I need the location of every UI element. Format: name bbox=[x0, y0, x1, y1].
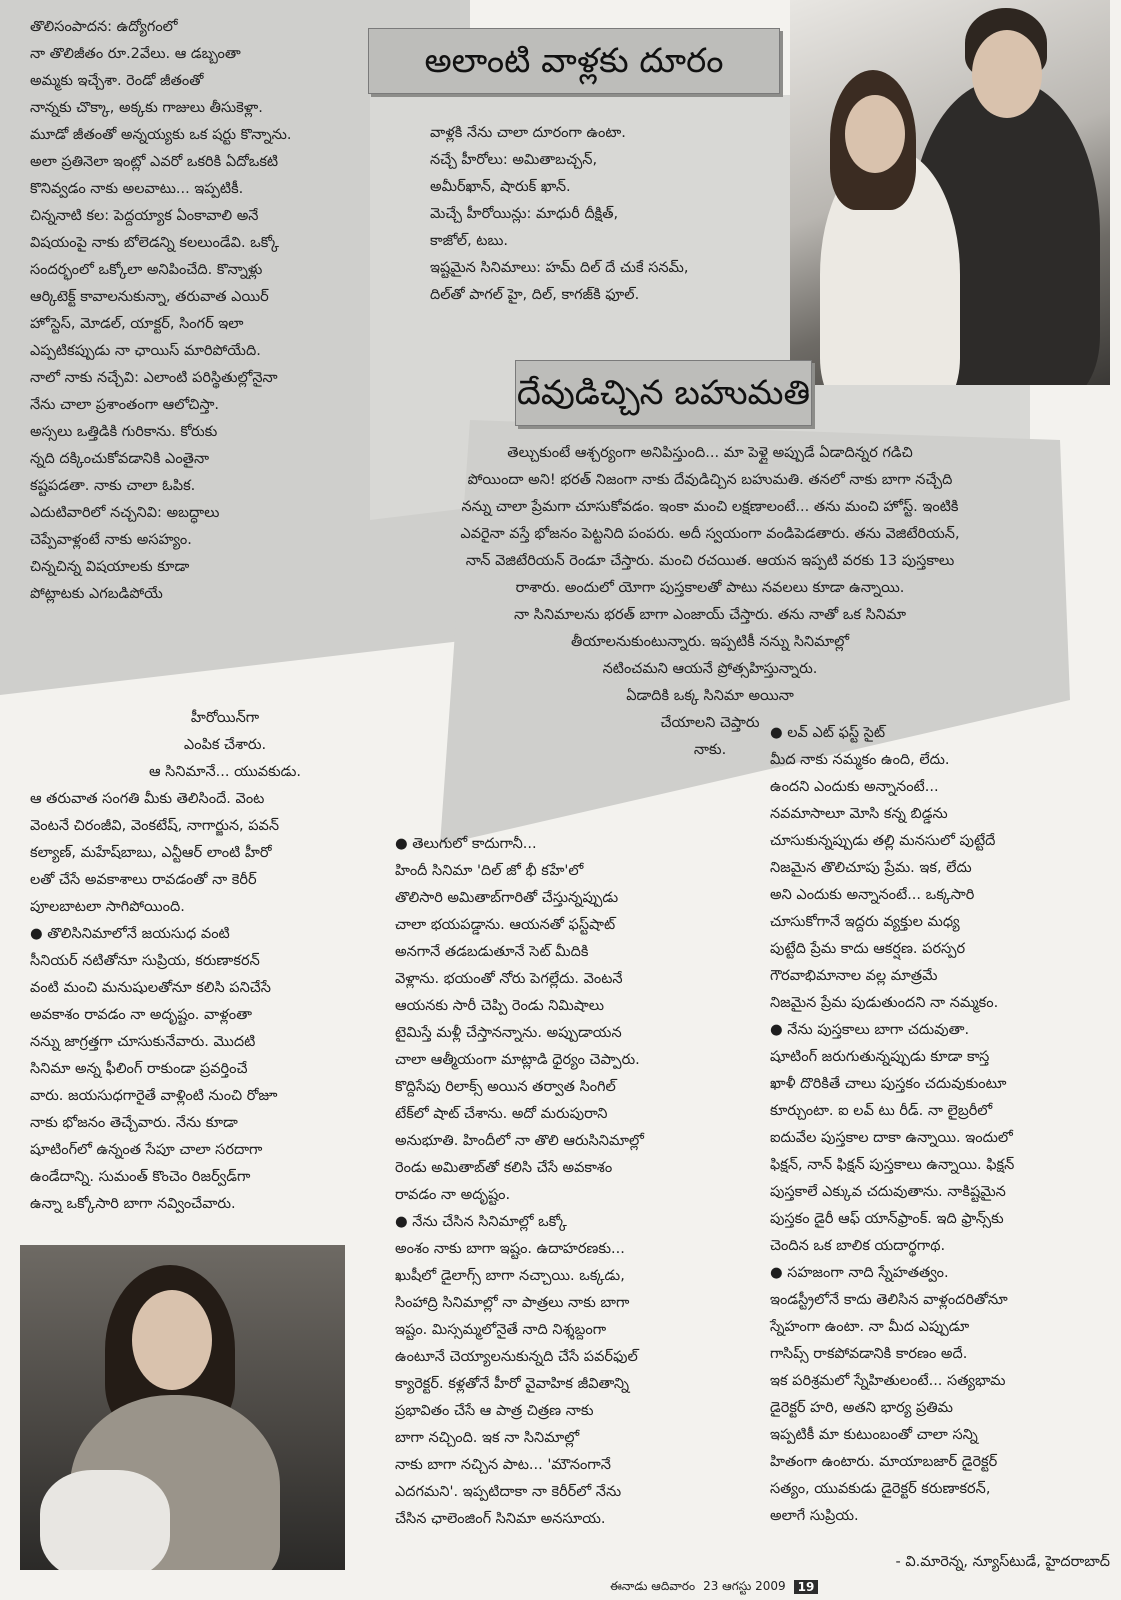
heading-gift bbox=[515, 360, 812, 426]
heroine-lead: హీరోయిన్‌గా ఎంపిక చేశారు. ఆ సినిమానే... యువకుడు. bbox=[148, 710, 302, 780]
footer-publication: ఈనాడు ఆదివారం bbox=[610, 1578, 696, 1593]
actress-face bbox=[132, 1290, 212, 1390]
gift-section: తెల్చుకుంటే ఆశ్చర్యంగా అనిపిస్తుంది... మా పెళ్లై అప్పుడే ఏడాదిన్నర గడిచి పోయిందా అని! భరత్ నిజంగా నాకు దేవుడిచ్చిన బహుమతి. తనలో నాకు బాగా నచ్చేది నన్ను చాలా ప్రేమగా చూసుకోవడం. ఇంకా మంచి లక్షణాలంటే... తను మంచి హోస్ట్. ఇంటికి ఎవరైనా వస్తే భోజనం పెట్టనిది పంపరు. అదీ స్వయంగా వండిపెడతారు. తను వెజిటేరియన్, నాన్ వెజిటేరియన్ రెండూ చేస్తారు. మంచి రచయిత. ఆయన ఇప్పటి వరకు 13 పుస్తకాలు రాశారు. అందులో యోగా పుస్తకాలతో పాటు నవలలు కూడా ఉన్నాయి. నా సినిమాలను భరత్ బాగా ఎంజాయ్ చేస్తారు. తను నాతో ఒక సినిమా తీయాలనుకుంటున్నారు. ఇప్పటికీ నన్ను సినిమాల్లో నటించమని ఆయనే ప్రోత్సహిస్తున్నారు. ఏడాదికి ఒక్క సినిమా అయినా చేయాలని చెప్తారు నాకు. bbox=[460, 445, 960, 758]
couple-photo bbox=[790, 0, 1110, 385]
white-toy bbox=[40, 1470, 170, 1570]
beliefs-section: ● లవ్ ఎట్ ఫస్ట్ సైట్ మీద నాకు నమ్మకం ఉంది, లేదు. ఉందని ఎందుకు అన్నానంటే... నవమాసాలూ మోసి కన్న బిడ్డను చూసుకున్నప్పుడు తల్లి మనసులో పుట్టేదే నిజమైన తొలిచూపు ప్రేమ. ఇక, లేదు అని ఎందుకు అన్నానంటే... ఒక్కసారి చూసుకోగానే ఇద్దరు వ్యక్తుల మధ్య పుట్టేది ప్రేమ కాదు ఆకర్షణ. పరస్పర గౌరవాభిమానాల వల్ల మాత్రమే నిజమైన ప్రేమ పుడుతుందని నా నమ్మకం. ● నేను పుస్తకాలు బాగా చదువుతా. షూటింగ్ జరుగుతున్నప్పుడు కూడా కాస్త ఖాళీ దొరికితే చాలు పుస్తకం చదువుకుంటూ కూర్చుంటా. ఐ లవ్ టు రీడ్. నా లైబ్రరీలో ఐదువేల పుస్తకాల దాకా ఉన్నాయి. ఇందులో ఫిక్షన్, నాన్ ఫిక్షన్ పుస్తకాలు ఉన్నాయి. ఫిక్షన్ పుస్తకాలే ఎక్కువ చదువుతాను. నాకిష్టమైన పుస్తకం డైరీ ఆఫ్ యాన్‌ఫ్రాంక్. ఇది ఫ్రాన్స్‌కు చెందిన ఒక బాలిక యదార్థగాథ. ● సహజంగా నాది స్నేహతత్వం. ఇండస్ట్రీలోనే కాదు తెలిసిన వాళ్లందరితోనూ స్నేహంగా ఉంటా. నా మీద ఎప్పుడూ గాసిప్స్ రాకపోవడానికి కారణం అదే. ఇక పరిశ్రమలో స్నేహితులంటే... సత్యభామ డైరెక్టర్ హరి, అతని భార్య ప్రతిమ ఇప్పటికీ మా కుటుంబంతో చాలా సన్ని హితంగా ఉంటారు. మాయాబజార్ డైరెక్టర్ సత్యం, యువకుడు డైరెక్టర్ కరుణాకరన్, అలాగే సుప్రియ. bbox=[770, 725, 1015, 1524]
career-section: ఆ తరువాత సంగతి మీకు తెలిసిందే. వెంట వెంటనే చిరంజీవి, వెంకటేష్, నాగార్జున, పవన్ కల్యాణ్, మహేష్‌బాబు, ఎన్టీఆర్ లాంటి హీరో లతో చేసే అవకాశాలు రావడంతో నా కెరీర్ పూలబాటలా సాగిపోయింది. ● తొలిసినిమాలోనే జయసుధ వంటి సీనియర్ నటితోనూ సుప్రియ, కరుణాకరన్ వంటి మంచి మనుషులతోనూ కలిసి పనిచేసే అవకాశం రావడం నా అదృష్టం. వాళ్లంతా నన్ను జాగ్రత్తగా చూసుకునేవారు. మొదటి సినిమా అన్న ఫీలింగ్ రాకుండా ప్రవర్తించే వారు. జయసుధగారైతే వాళ్లింటి నుంచి రోజూ నాకు భోజనం తెచ్చేవారు. నేను కూడా షూటింగ్‌లో ఉన్నంత సేపూ చాలా సరదాగా ఉండేదాన్ని. సుమంత్ కొంచెం రిజర్వ్‌డ్‌గా ఉన్నా ఒక్కోసారి బాగా నవ్వించేవారు. bbox=[30, 791, 280, 1212]
first-salary-section: తొలిసంపాదన: ఉద్యోగంలో నా తొలిజీతం రూ.2వేలు. ఆ డబ్బంతా అమ్మకు ఇచ్చేశా. రెండో జీతంతో నాన్నకు చొక్కా, అక్కకు గాజులు తీసుకెళ్లా. మూడో జీతంతో అన్నయ్యకు ఒక షర్టు కొన్నాను. అలా ప్రతినెలా ఇంట్లో ఎవరో ఒకరికి ఏదోఒకటి కొనివ్వడం నాకు అలవాటు... ఇప్పటికీ. చిన్ననాటి కల: పెద్దయ్యాక ఏంకావాలి అనే విషయంపై నాకు బోలెడన్ని కలలుండేవి. ఒక్కో సందర్భంలో ఒక్కోలా అనిపించేది. కొన్నాళ్లు ఆర్కిటెక్ట్ కావాలనుకున్నా, తరువాత ఎయిర్ హోస్టెస్, మోడల్, యాక్టర్, సింగర్ ఇలా ఎప్పటికప్పుడు నా ఛాయిస్ మారిపోయేది. నాలో నాకు నచ్చేవి: ఎలాంటి పరిస్థితుల్లోనైనా నేను చాలా ప్రశాంతంగా ఆలోచిస్తా. అస్సలు ఒత్తిడికి గురికాను. కోరుకు న్నది దక్కించుకోవడానికి ఎంతైనా కష్టపడతా. నాకు చాలా ఓపిక. ఎదుటివారిలో నచ్చనివి: అబద్ధాలు చెప్పేవాళ్లంటే నాకు అసహ్యం. చిన్నచిన్న విషయాలకు కూడా పోట్లాటకు ఎగబడిపోయే bbox=[30, 19, 292, 602]
byline: - వి.మారెన్న, న్యూస్‌టుడే, హైదరాబాద్ bbox=[895, 1554, 1110, 1570]
page-number: 19 bbox=[794, 1580, 819, 1594]
woman-face bbox=[845, 95, 905, 173]
footer-date: 23 ఆగస్టు 2009 bbox=[703, 1578, 786, 1593]
page-footer bbox=[610, 1578, 818, 1596]
actress-photo bbox=[20, 1245, 345, 1570]
heading-far-away bbox=[368, 28, 780, 94]
heading-far-away-text: అలాంటి వాళ్లకు దూరం bbox=[424, 41, 724, 81]
heading-gift-text: దేవుడిచ్చిన బహుమతి bbox=[516, 373, 811, 413]
favourites-section: వాళ్లకి నేను చాలా దూరంగా ఉంటా. నచ్చే హీరోలు: అమితాబచ్చన్, అమీర్‌ఖాన్, షారుక్ ఖాన్. మెచ్చే హీరోయిన్లు: మాధురీ దీక్షిత్, కాజోల్, టబు. ఇష్టమైన సినిమాలు: హమ్ దిల్ దే చుకే సనమ్, దిల్‌తో పాగల్ హై, దిల్, కాగజ్‌కి ఫూల్. bbox=[430, 125, 689, 303]
hindi-films-section: ● తెలుగులో కాదుగానీ... హిందీ సినిమా 'దిల్ జో భీ కహే'లో తొలిసారి అమితాబ్‌గారితో చేస్తున్నప్పుడు చాలా భయపడ్డాను. ఆయనతో ఫస్ట్‌షాట్ అనగానే తడబడుతూనే సెట్ మీదికి వెళ్లాను. భయంతో నోరు పెగల్లేదు. వెంటనే ఆయనకు సారీ చెప్పి రెండు నిమిషాలు టైమిస్తే మళ్లీ చేస్తానన్నాను. అప్పుడాయన చాలా ఆత్మీయంగా మాట్లాడి ధైర్యం చెప్పారు. కొద్దిసేపు రిలాక్స్ అయిన తర్వాత సింగిల్ టేక్‌లో షాట్ చేశాను. అదో మరుపురాని అనుభూతి. హిందీలో నా తొలి ఆరుసినిమాల్లో రెండు అమితాబ్‌తో కలిసి చేసే అవకాశం రావడం నా అదృష్టం. ● నేను చేసిన సినిమాల్లో ఒక్కో అంశం నాకు బాగా ఇష్టం. ఉదాహరణకు... ఖుషీలో డైలాగ్స్ బాగా నచ్చాయి. ఒక్కడు, సింహాద్రి సినిమాల్లో నా పాత్రలు నాకు బాగా ఇష్టం. మిస్సమ్మలోనైతే నాది నిశ్శబ్దంగా ఉంటూనే చెయ్యాలనుకున్నది చేసే పవర్‌ఫుల్ క్యారెక్టర్. కళ్లతోనే హీరో వైవాహిక జీవితాన్ని ప్రభావితం చేసే ఆ పాత్ర చిత్రణ నాకు బాగా నచ్చింది. ఇక నా సినిమాల్లో నాకు బాగా నచ్చిన పాట... 'మౌనంగానే ఎదగమని'. ఇప్పటిదాకా నా కెరీర్‌లో నేను చేసిన ఛాలెంజింగ్ సినిమా అనసూయ. bbox=[395, 836, 644, 1527]
man-face bbox=[972, 30, 1042, 118]
